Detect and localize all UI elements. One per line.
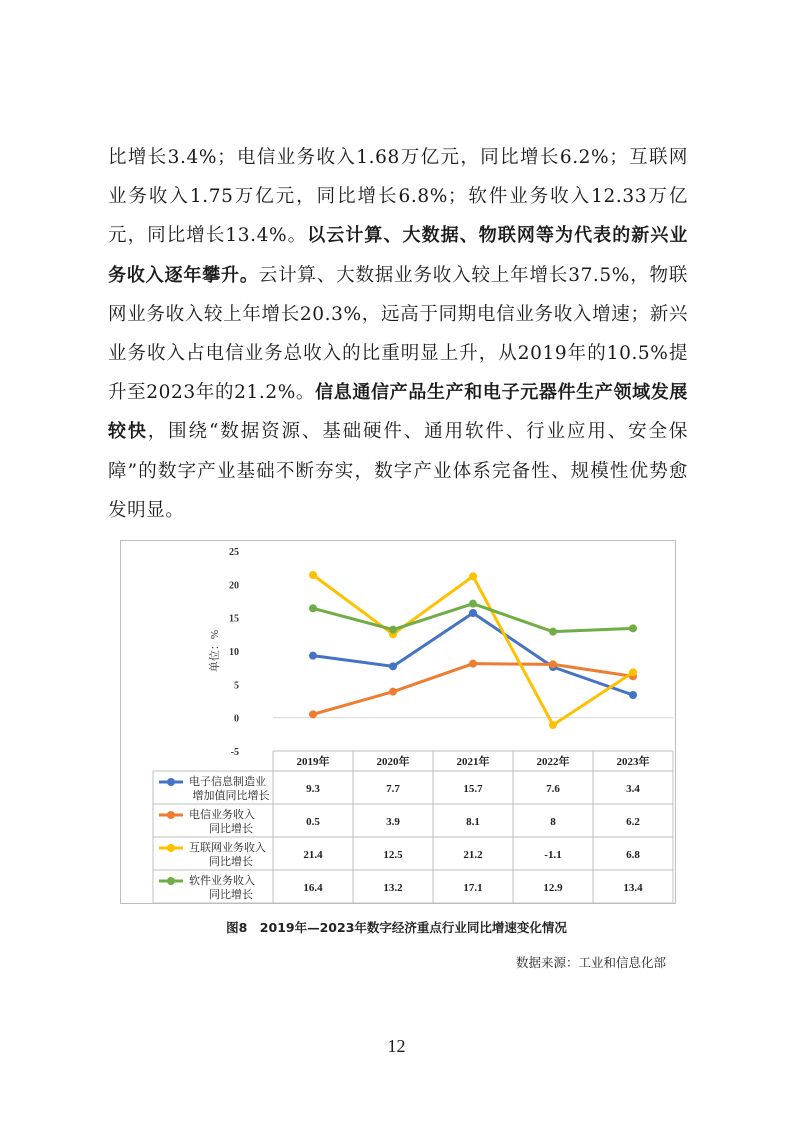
- series-name-label: 同比增长: [209, 889, 253, 901]
- data-point: [469, 600, 477, 608]
- data-point: [309, 571, 317, 579]
- data-point: [629, 668, 637, 676]
- body-text: ，围绕“数据资源、基础硬件、通用软件、行业应用、安全保障”的数字产业基础不断夯实，数字产业体系完备性、规模性优势愈发明显。: [108, 421, 688, 521]
- body-text: 云计算、大数据业务收入较上年增长37.5%，物联网业务收入较上年增长20.3%，远高于同期电信业务收入增速；新兴业务收入占电信业务总收入的比重明显上升，从2019年的10.5%提升至2023年的21.2%。: [108, 264, 688, 404]
- data-point: [309, 710, 317, 718]
- series-name-label: 互联网业务收入: [189, 842, 266, 854]
- table-value: 3.9: [386, 816, 400, 828]
- emphasis-text: 以云计算、大数据、物联网等为代表的新兴业务收入逐年攀升。: [108, 225, 688, 286]
- table-value: 17.1: [463, 882, 483, 894]
- table-value: 13.2: [383, 882, 403, 894]
- data-point: [549, 628, 557, 636]
- data-point: [469, 609, 477, 617]
- series-name-label: 电子信息制造业: [189, 776, 266, 788]
- table-value: 21.2: [463, 849, 483, 861]
- x-category-label: 2019年: [296, 756, 330, 768]
- series-line-1: [313, 613, 633, 695]
- line-chart-with-data-table: [121, 541, 675, 903]
- data-point: [389, 662, 397, 670]
- series-name-label: 同比增长: [209, 856, 253, 868]
- y-tick-label: -5: [230, 747, 239, 758]
- x-category-label: 2021年: [456, 756, 490, 768]
- table-value: 7.7: [386, 783, 400, 795]
- series-name-label: 同比增长: [209, 823, 253, 835]
- y-tick-label: 5: [234, 680, 239, 692]
- data-point: [389, 626, 397, 634]
- table-value: 12.9: [543, 882, 563, 894]
- series-name-label: 软件业务收入: [189, 875, 255, 887]
- chart-figure: [120, 540, 676, 904]
- data-point: [469, 660, 477, 668]
- y-tick-label: 25: [229, 547, 239, 558]
- series-name-label: 增加值同比增长: [192, 790, 270, 802]
- y-tick-label: 0: [234, 713, 239, 725]
- x-category-label: 2023年: [616, 756, 650, 768]
- table-value: 7.6: [546, 783, 560, 795]
- data-point: [549, 721, 557, 729]
- y-tick-label: 20: [229, 580, 239, 592]
- series-line-2: [313, 664, 633, 715]
- legend-marker: [167, 811, 175, 819]
- table-value: 8: [550, 816, 556, 828]
- data-point: [309, 652, 317, 660]
- table-value: 6.8: [626, 849, 640, 861]
- y-axis-label: 单位：%: [209, 629, 221, 673]
- table-value: 13.4: [623, 882, 643, 894]
- legend-marker: [167, 778, 175, 786]
- data-point: [469, 572, 477, 580]
- y-tick-label: 10: [229, 647, 239, 658]
- table-value: 15.7: [463, 783, 483, 795]
- table-value: 12.5: [383, 849, 403, 861]
- data-point: [549, 660, 557, 668]
- table-value: 0.5: [306, 816, 320, 828]
- table-value: 3.4: [626, 783, 640, 795]
- x-category-label: 2020年: [376, 756, 410, 768]
- legend-marker: [167, 877, 175, 885]
- data-point: [629, 691, 637, 699]
- figure-caption: 图8 2019年—2023年数字经济重点行业同比增速变化情况: [226, 920, 567, 935]
- body-text: 比增长3.4%；电信业务收入1.68万亿元，同比增长6.2%；互联网业务收入1.75万亿元，同比增长6.8%；软件业务收入12.33万亿元，同比增长13.4%。: [108, 147, 688, 247]
- series-name-label: 电信业务收入: [189, 809, 255, 821]
- table-value: 21.4: [303, 849, 323, 861]
- table-value: 9.3: [306, 783, 320, 795]
- data-point: [629, 624, 637, 632]
- y-tick-label: 15: [229, 613, 239, 625]
- table-value: 16.4: [303, 882, 323, 894]
- body-paragraph: [108, 138, 688, 530]
- data-source: 数据来源：工业和信息化部: [515, 955, 666, 970]
- emphasis-text: 信息通信产品生产和电子元器件生产领域发展较快: [108, 382, 688, 443]
- data-point: [309, 604, 317, 612]
- table-value: -1.1: [544, 849, 562, 861]
- series-line-4: [313, 604, 633, 632]
- table-value: 8.1: [466, 816, 480, 828]
- page-number: 12: [387, 1036, 406, 1056]
- table-value: 6.2: [626, 816, 640, 828]
- series-line-3: [313, 575, 633, 725]
- data-point: [389, 688, 397, 696]
- legend-marker: [167, 844, 175, 852]
- x-category-label: 2022年: [536, 756, 570, 768]
